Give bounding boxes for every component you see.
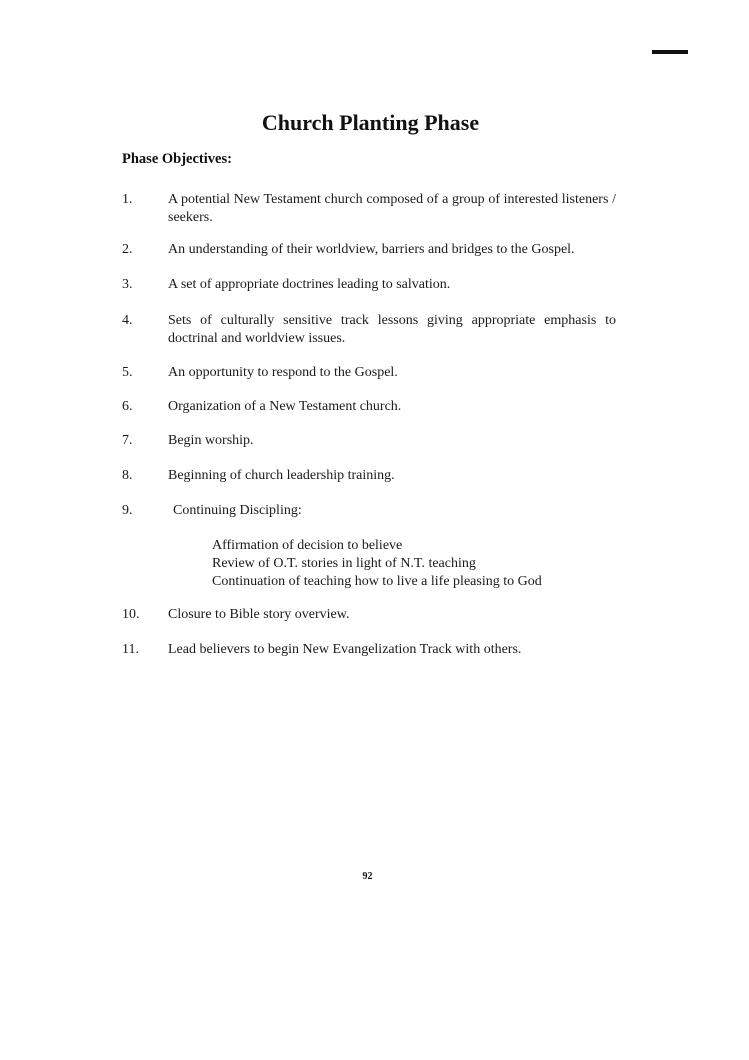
objective-text: Organization of a New Testament church. (168, 399, 402, 414)
objective-number: 8. (122, 468, 133, 483)
objective-text: A potential New Testament church composed of a group of interested listeners / seekers. (168, 192, 616, 225)
objective-text: An opportunity to respond to the Gospel. (168, 365, 398, 380)
discipling-sublist (212, 537, 542, 591)
objective-number: 5. (122, 365, 133, 380)
sublist-item: Review of O.T. stories in light of N.T. teaching (212, 556, 476, 571)
objective-text: A set of appropriate doctrines leading to salvation. (168, 277, 451, 292)
objective-number: 2. (122, 242, 133, 257)
objective-text: An understanding of their worldview, barriers and bridges to the Gospel. (168, 242, 575, 257)
page-number: 92 (362, 871, 373, 882)
objective-text: Beginning of church leadership training. (168, 468, 395, 483)
objective-text: Begin worship. (168, 433, 254, 448)
page-title: Church Planting Phase (261, 110, 480, 135)
objective-number: 7. (122, 433, 133, 448)
objective-text: Lead believers to begin New Evangelization Track with others. (168, 642, 522, 657)
objective-number: 10. (122, 607, 140, 622)
objective-text: Continuing Discipling: (173, 503, 302, 518)
objective-number: 6. (122, 399, 133, 414)
corner-mark (652, 50, 688, 54)
objective-number: 1. (122, 192, 133, 207)
objective-text: Closure to Bible story overview. (168, 607, 350, 622)
sublist-item: Continuation of teaching how to live a life pleasing to God (212, 574, 542, 589)
objective-number: 11. (122, 642, 139, 657)
section-heading: Phase Objectives: (122, 151, 232, 167)
objective-number: 4. (122, 313, 133, 328)
sublist-item: Affirmation of decision to believe (212, 538, 403, 553)
objective-text: Sets of culturally sensitive track lessons giving appropriate emphasis to doctrinal and worldview issues. (168, 313, 616, 346)
objective-number: 3. (122, 277, 133, 292)
objective-number: 9. (122, 503, 133, 518)
